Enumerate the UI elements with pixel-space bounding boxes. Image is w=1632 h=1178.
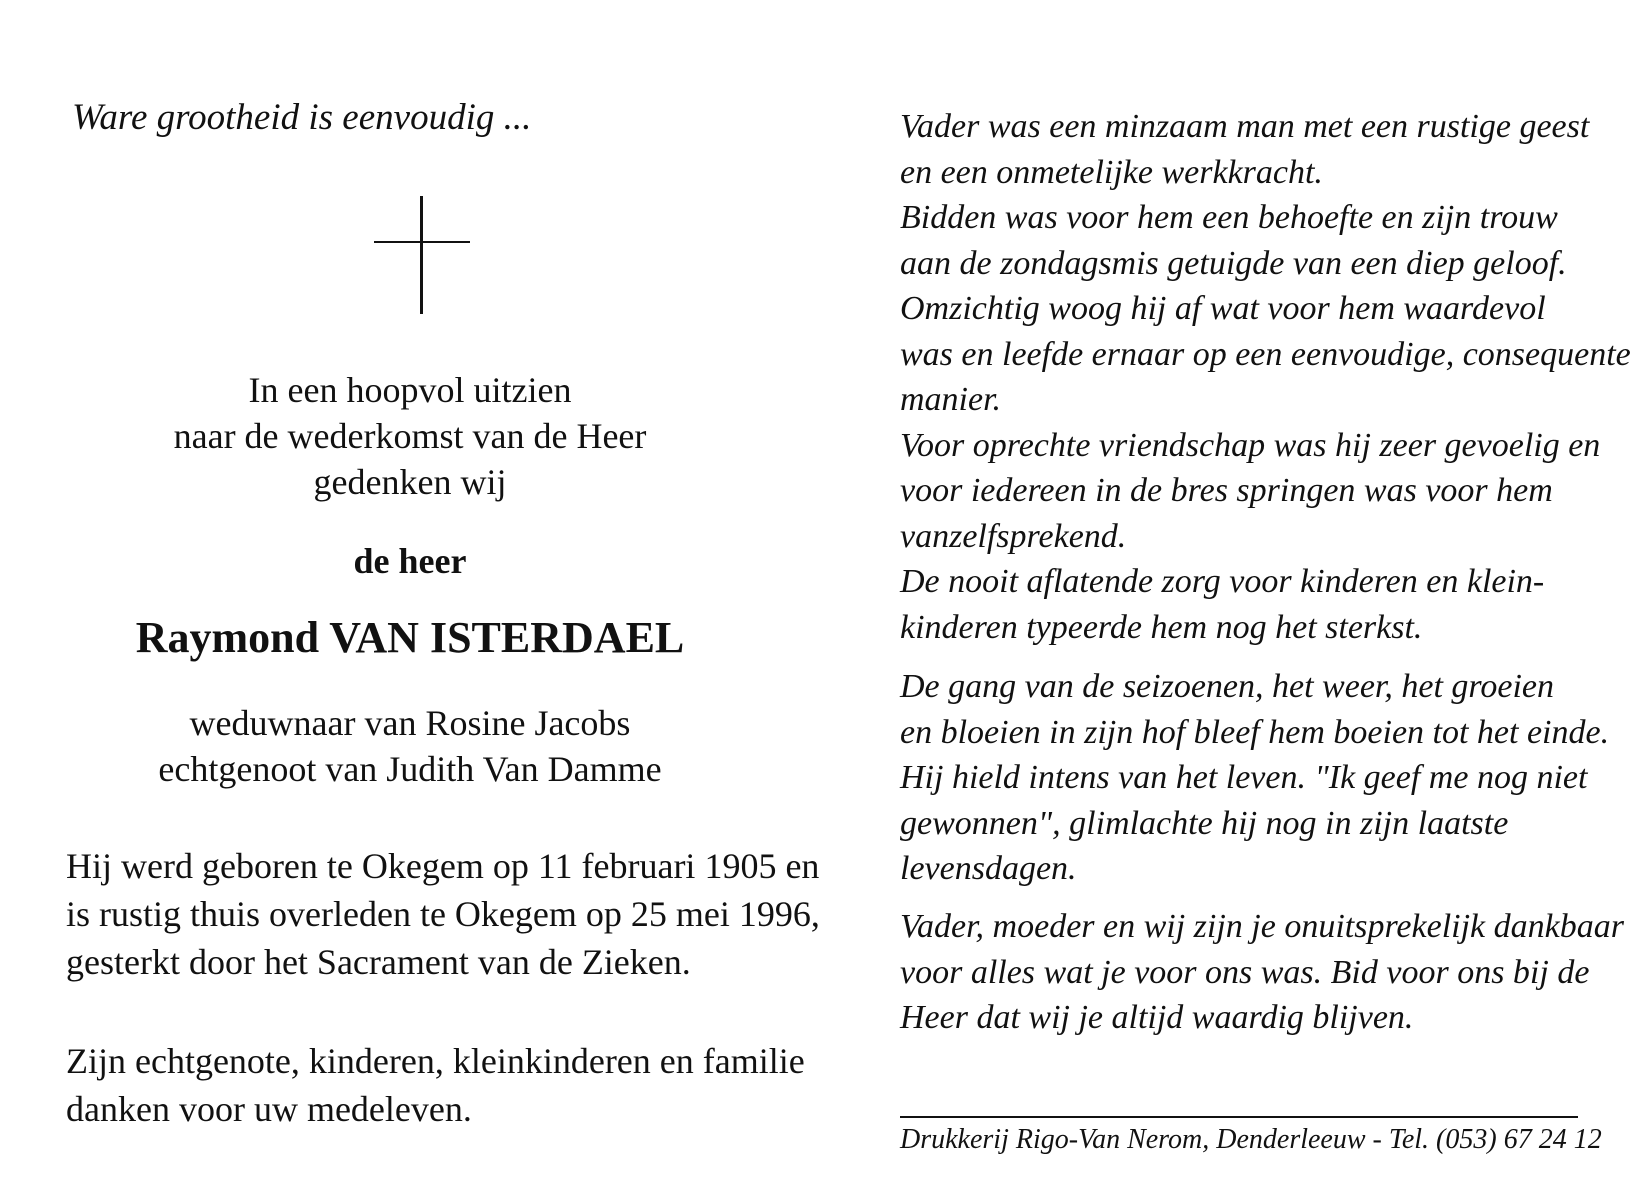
paragraph-line: was en leefde ernaar op een eenvoudige, consequente (900, 335, 1631, 373)
tribute-paragraph-3 (900, 904, 1624, 1041)
paragraph-line: Vader, moeder en wij zijn je onuitsprekelijk dankbaar (900, 908, 1624, 945)
paragraph-line: gesterkt door het Sacrament van de Zieken. (66, 942, 691, 982)
paragraph-line: Hij werd geboren te Okegem op 11 februari 1905 en (66, 846, 820, 886)
relation-line: weduwnaar van Rosine Jacobs (189, 703, 631, 743)
paragraph-line: Zijn echtgenote, kinderen, kleinkinderen en familie (66, 1041, 805, 1081)
tribute-paragraph-1 (900, 104, 1631, 650)
paragraph-line: De gang van de seizoenen, het weer, het groeien (900, 668, 1555, 705)
intro-line: gedenken wij (313, 462, 507, 502)
relations-text (100, 700, 720, 792)
paragraph-line: is rustig thuis overleden te Okegem op 25 mei 1996, (66, 894, 820, 934)
paragraph-line: danken voor uw medeleven. (66, 1089, 472, 1129)
paragraph-line: voor iedereen in de bres springen was voor hem (900, 472, 1553, 509)
paragraph-line: Hij hield intens van het leven. "Ik geef me nog niet (900, 759, 1588, 796)
paragraph-line: manier. (900, 381, 1002, 418)
thanks-paragraph (66, 1037, 805, 1133)
paragraph-line: Vader was een minzaam man met een rustige geest (900, 108, 1590, 145)
motto: Ware grootheid is eenvoudig ... (72, 97, 532, 138)
printer-divider (900, 1116, 1578, 1118)
deceased-name: Raymond VAN ISTERDAEL (135, 613, 685, 662)
paragraph-line: Heer dat wij je altijd waardig blijven. (900, 999, 1414, 1036)
paragraph-line: levensdagen. (900, 850, 1077, 887)
intro-line: naar de wederkomst van de Heer (173, 416, 647, 456)
intro-text (100, 367, 720, 505)
cross-icon (374, 196, 470, 314)
paragraph-line: voor alles wat je voor ons was. Bid voor ons bij de (900, 953, 1590, 991)
honorific: de heer (353, 541, 467, 581)
paragraph-line: en bloeien in zijn hof bleef hem boeien tot het einde. (900, 713, 1610, 751)
paragraph-line: en een onmetelijke werkkracht. (900, 153, 1323, 191)
relation-line: echtgenoot van Judith Van Damme (158, 749, 662, 789)
paragraph-line: Voor oprechte vriendschap was hij zeer gevoelig en (900, 426, 1601, 464)
tribute-paragraph-2 (900, 664, 1610, 892)
intro-line: In een hoopvol uitzien (248, 370, 572, 410)
paragraph-line: De nooit aflatende zorg voor kinderen en klein- (900, 563, 1545, 600)
right-panel (880, 0, 1631, 1178)
birth-death-paragraph (66, 842, 820, 986)
paragraph-line: aan de zondagsmis getuigde van een diep geloof. (900, 244, 1567, 282)
printer-credit: Drukkerij Rigo-Van Nerom, Denderleeuw - Tel. (053) 67 24 12 (900, 1124, 1602, 1155)
paragraph-line: gewonnen", glimlachte hij nog in zijn laatste (900, 804, 1509, 842)
paragraph-line: kinderen typeerde hem nog het sterkst. (900, 608, 1423, 646)
paragraph-line: vanzelfsprekend. (900, 517, 1127, 555)
paragraph-line: Bidden was voor hem een behoefte en zijn trouw (900, 199, 1558, 236)
paragraph-line: Omzichtig woog hij af wat voor hem waardevol (900, 290, 1546, 327)
